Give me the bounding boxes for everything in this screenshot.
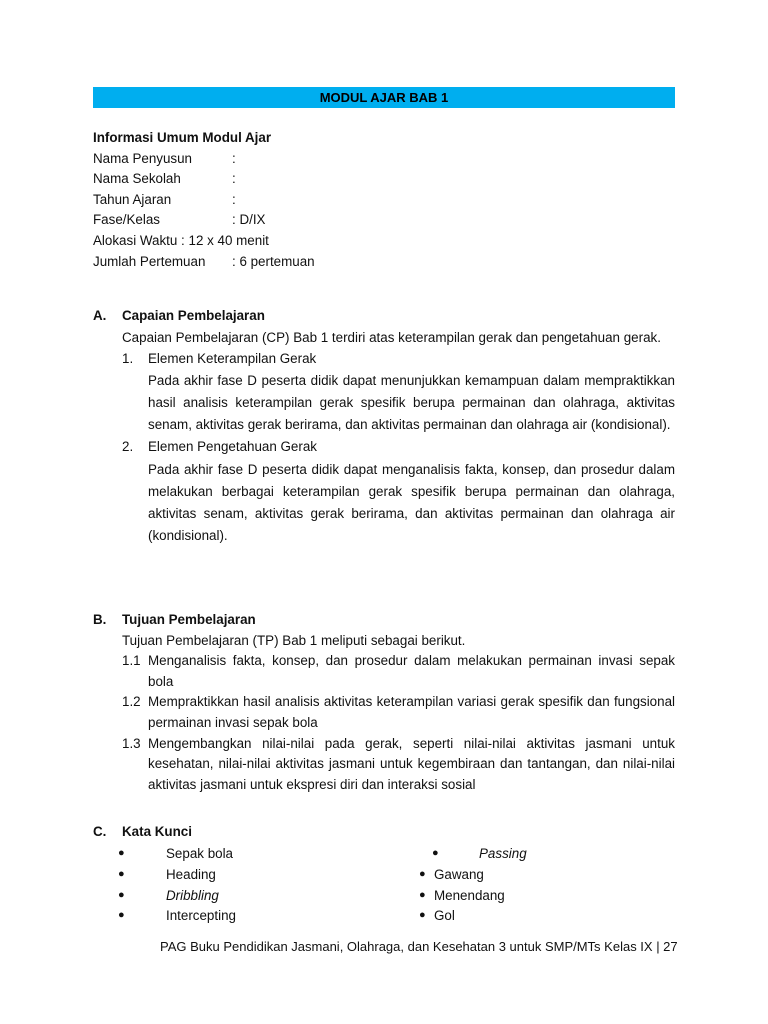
bullet-icon: ●: [432, 847, 439, 859]
section-tujuan: [93, 610, 675, 795]
keyword-text: Intercepting: [166, 907, 236, 923]
section-title: Capaian Pembelajaran: [122, 308, 265, 323]
keyword-item: [118, 885, 219, 905]
item-text: Pada akhir fase D peserta didik dapat menganalisis fakta, konsep, dan prosedur dalam melakukan berbagai keterampilan gerak spesifik berupa permainan dan olahraga, aktivitas senam, aktivitas gerak berirama, dan aktivitas permainan dan olahraga air (kondisional).: [148, 461, 675, 544]
info-row-tahun: [93, 190, 675, 211]
item-text: Mempraktikkan hasil analisis aktivitas keterampilan variasi gerak spesifik dan fungsional permainan invasi sepak bola: [148, 694, 675, 730]
section-title: Tujuan Pembelajaran: [122, 612, 256, 627]
bullet-icon: ●: [118, 889, 125, 901]
item-number: 1.2: [122, 694, 141, 710]
section-heading: [93, 305, 675, 327]
info-alokasi: Alokasi Waktu : 12 x 40 menit: [93, 232, 269, 248]
section-letter: A.: [93, 308, 107, 323]
keyword-item: [419, 864, 484, 884]
list-item: [122, 348, 675, 437]
bullet-icon: ●: [419, 909, 426, 921]
bullet-icon: ●: [419, 868, 426, 880]
keyword-text: Menendang: [434, 887, 505, 903]
keyword-item: [118, 905, 236, 925]
item-text: Menganalisis fakta, konsep, dan prosedur dalam melakukan permainan invasi sepak bola: [148, 653, 675, 689]
keyword-text: Gol: [434, 907, 455, 923]
item-title: Elemen Keterampilan Gerak: [148, 350, 317, 366]
item-text: Mengembangkan nilai-nilai pada gerak, seperti nilai-nilai aktivitas jasmani untuk kesehatan, nilai-nilai aktivitas jasmani untuk kegembiraan dan tantangan, dan nilai-nilai aktivitas jasmani untuk ekspresi diri dan interaksi sosial: [148, 735, 675, 792]
info-label: Tahun Ajaran: [93, 191, 172, 207]
keyword-text: Passing: [479, 845, 527, 861]
page-footer: PAG Buku Pendidikan Jasmani, Olahraga, dan Kesehatan 3 untuk SMP/MTs Kelas IX | 27: [160, 939, 678, 954]
keyword-text: Gawang: [434, 866, 484, 882]
keyword-item: [118, 843, 234, 863]
general-info: [93, 128, 675, 272]
item-number: 2.: [122, 439, 134, 455]
list-item: [122, 734, 675, 796]
info-label: Fase/Kelas: [93, 212, 160, 228]
section-letter: C.: [93, 824, 107, 839]
info-value: :: [232, 191, 236, 207]
section-heading: [93, 610, 675, 631]
list-item: [122, 436, 675, 547]
keyword-text: Sepak bola: [166, 845, 234, 861]
item-number: 1.1: [122, 653, 141, 669]
info-value: :: [232, 171, 236, 187]
keyword-item: [419, 905, 455, 925]
item-number: 1.3: [122, 735, 141, 751]
info-label: Nama Penyusun: [93, 150, 192, 166]
section-capaian: [93, 305, 675, 547]
section-letter: B.: [93, 612, 107, 627]
bullet-icon: ●: [419, 889, 426, 901]
list-item: [122, 651, 675, 692]
info-label: Jumlah Pertemuan: [93, 253, 206, 269]
item-title: Elemen Pengetahuan Gerak: [148, 439, 317, 455]
info-value: : D/IX: [232, 212, 266, 228]
bullet-icon: ●: [118, 847, 125, 859]
info-heading: Informasi Umum Modul Ajar: [93, 130, 272, 145]
item-number: 1.: [122, 350, 134, 366]
keyword-item: [432, 843, 527, 863]
bullet-icon: ●: [118, 909, 125, 921]
list-item: [122, 692, 675, 733]
item-text: Pada akhir fase D peserta didik dapat menunjukkan kemampuan dalam mempraktikkan hasil analisis keterampilan gerak spesifik berupa permainan dan olahraga, aktivitas senam, aktivitas gerak berirama, dan aktivitas permainan dan olahraga air (kondisional).: [148, 372, 675, 433]
section-kata-kunci: [93, 822, 675, 843]
section-intro: Capaian Pembelajaran (CP) Bab 1 terdiri atas keterampilan gerak dan pengetahuan gerak.: [122, 329, 661, 345]
keyword-text: Dribbling: [166, 887, 219, 903]
section-intro: Tujuan Pembelajaran (TP) Bab 1 meliputi sebagai berikut.: [122, 632, 466, 648]
module-title: MODUL AJAR BAB 1: [319, 90, 449, 105]
section-title: Kata Kunci: [122, 824, 192, 839]
section-heading: [93, 822, 675, 843]
keyword-item: [118, 864, 216, 884]
bullet-icon: ●: [118, 868, 125, 880]
info-label: Nama Sekolah: [93, 171, 181, 187]
info-value: :: [232, 150, 236, 166]
keyword-item: [419, 885, 505, 905]
module-title-bar: [93, 87, 675, 108]
info-row-penyusun: [93, 149, 675, 170]
info-value: : 6 pertemuan: [232, 253, 315, 269]
info-row-sekolah: [93, 169, 675, 190]
info-row-fase: [93, 210, 675, 231]
keyword-text: Heading: [166, 866, 216, 882]
info-row-pertemuan: [93, 252, 675, 273]
